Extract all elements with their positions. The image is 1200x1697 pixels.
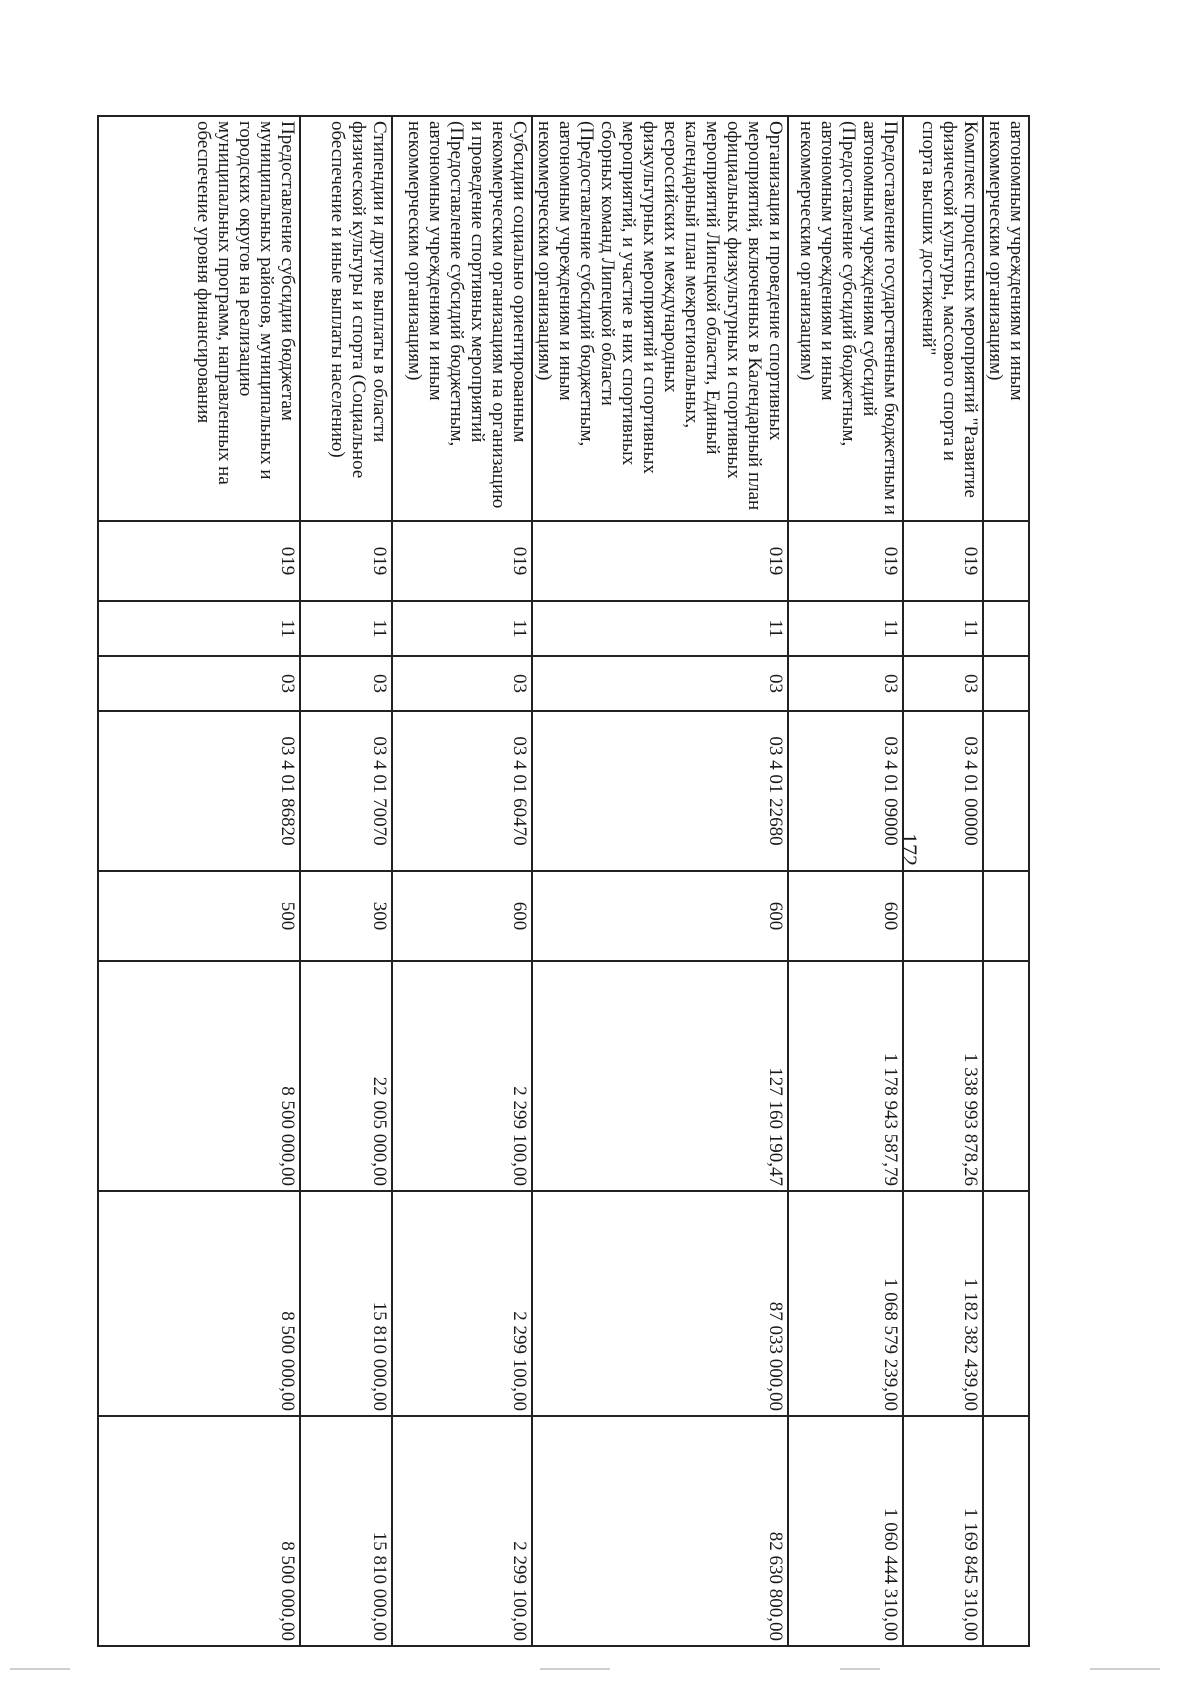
cell-sum1: 8 500 000,00 [98, 961, 300, 1191]
cell-vr: 600 [532, 871, 788, 961]
cell-csr: 03 4 01 09000 [788, 711, 903, 871]
cell-sum2 [983, 1191, 1029, 1416]
cell-pr [983, 656, 1029, 711]
rotated-table-frame [120, 115, 1030, 1645]
cell-gr: 019 [788, 521, 903, 601]
table-row [300, 116, 392, 1646]
cell-sum2: 15 810 000,00 [300, 1191, 392, 1416]
cell-csr: 03 4 01 22680 [532, 711, 788, 871]
cell-sum3: 82 630 800,00 [532, 1416, 788, 1646]
cell-name: Предоставление государственным бюджетным и автономным учреждениям субсидий (Предоставление субсидий бюджетным, автономным учреждениям и иным некоммерческим организациям) [788, 116, 903, 521]
cell-sum2: 8 500 000,00 [98, 1191, 300, 1416]
cell-csr: 03 4 01 60470 [392, 711, 532, 871]
table-row [983, 116, 1029, 1646]
cell-rz: 11 [788, 601, 903, 656]
cell-pr: 03 [300, 656, 392, 711]
cell-sum1: 127 160 190,47 [532, 961, 788, 1191]
cell-name: Стипендии и другие выплаты в области физической культуры и спорта (Социальное обеспечение и иные выплаты населению) [300, 116, 392, 521]
cell-sum2: 1 068 579 239,00 [788, 1191, 903, 1416]
table-row [788, 116, 903, 1646]
cell-csr: 03 4 01 00000 [903, 711, 983, 871]
table-row [98, 116, 300, 1646]
cell-sum3: 1 169 845 310,00 [903, 1416, 983, 1646]
cell-sum3 [983, 1416, 1029, 1646]
budget-table-body [98, 116, 1029, 1646]
table-row [903, 116, 983, 1646]
cell-csr: 03 4 01 86820 [98, 711, 300, 871]
cell-vr: 600 [392, 871, 532, 961]
cell-sum1: 1 178 943 587,79 [788, 961, 903, 1191]
table-row [532, 116, 788, 1646]
cell-gr: 019 [532, 521, 788, 601]
cell-sum2: 87 033 000,00 [532, 1191, 788, 1416]
cell-name: Организация и проведение спортивных мероприятий, включенных в Календарный план официальных физкультурных и спортивных мероприятий Липецкой области, Единый календарный план межрегиональных, всероссийских и международных физкультурных мероприятий и спортивных мероприятий, и участие в них спортивных сборных команд Липецкой области (Предоставление субсидий бюджетным, автономным учреждениям и иным некоммерческим организациям) [532, 116, 788, 521]
cell-pr: 03 [532, 656, 788, 711]
scan-artifacts [0, 1668, 1200, 1674]
cell-sum1: 2 299 100,00 [392, 961, 532, 1191]
cell-sum1 [983, 961, 1029, 1191]
cell-pr: 03 [788, 656, 903, 711]
cell-gr: 019 [392, 521, 532, 601]
cell-rz: 11 [392, 601, 532, 656]
cell-name: Субсидии социально ориентированным некоммерческим организациям на организацию и проведение спортивных мероприятий (Предоставление субсидий бюджетным, автономным учреждениям и иным некоммерческим организациям) [392, 116, 532, 521]
cell-sum1: 22 005 000,00 [300, 961, 392, 1191]
cell-sum3: 1 060 444 310,00 [788, 1416, 903, 1646]
cell-sum3: 2 299 100,00 [392, 1416, 532, 1646]
cell-vr: 300 [300, 871, 392, 961]
cell-rz: 11 [532, 601, 788, 656]
cell-sum2: 1 182 382 439,00 [903, 1191, 983, 1416]
cell-pr: 03 [98, 656, 300, 711]
cell-csr: 03 4 01 70070 [300, 711, 392, 871]
cell-vr: 500 [98, 871, 300, 961]
page-number: 172 [897, 833, 922, 866]
cell-rz: 11 [300, 601, 392, 656]
cell-sum1: 1 338 993 878,26 [903, 961, 983, 1191]
cell-csr [983, 711, 1029, 871]
cell-vr [983, 871, 1029, 961]
cell-name: Комплекс процессных мероприятий "Развитие физической культуры, массового спорта и спорта высших достижений" [903, 116, 983, 521]
cell-gr: 019 [903, 521, 983, 601]
cell-sum2: 2 299 100,00 [392, 1191, 532, 1416]
cell-rz [983, 601, 1029, 656]
cell-pr: 03 [392, 656, 532, 711]
cell-vr: 600 [788, 871, 903, 961]
cell-vr [903, 871, 983, 961]
table-row [392, 116, 532, 1646]
budget-table [97, 115, 1030, 1647]
cell-gr: 019 [300, 521, 392, 601]
cell-sum3: 8 500 000,00 [98, 1416, 300, 1646]
cell-sum3: 15 810 000,00 [300, 1416, 392, 1646]
cell-gr [983, 521, 1029, 601]
cell-rz: 11 [98, 601, 300, 656]
cell-pr: 03 [903, 656, 983, 711]
cell-gr: 019 [98, 521, 300, 601]
cell-rz: 11 [903, 601, 983, 656]
cell-name: автономным учреждениям и иным некоммерческим организациям) [983, 116, 1029, 521]
cell-name: Предоставление субсидии бюджетам муниципальных районов, муниципальных и городских округов на реализацию муниципальных программ, направленных на обеспечение уровня финансирования [98, 116, 300, 521]
